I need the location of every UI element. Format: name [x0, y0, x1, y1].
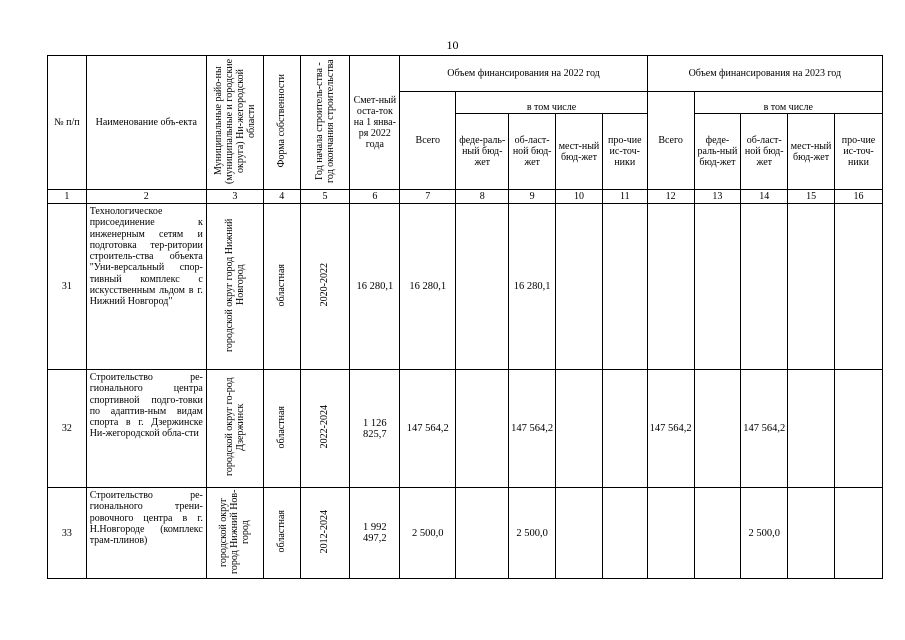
col-number: 12 [647, 190, 694, 204]
local-2023 [788, 488, 835, 579]
header-municipality: Муниципальные райо-ны (муниципальные и городские округа) Ни-жегородской области [206, 56, 263, 190]
other-2022 [602, 488, 647, 579]
header-other-2022: про-чие ис-точ-ники [602, 114, 647, 190]
header-total-2022: Всего [400, 92, 456, 190]
construction-years: 2022-2024 [300, 370, 350, 488]
header-ownership: Форма собственности [263, 56, 300, 190]
total-2022: 2 500,0 [400, 488, 456, 579]
local-2022 [556, 204, 603, 370]
federal-2022 [456, 370, 509, 488]
construction-years: 2020-2022 [300, 204, 350, 370]
header-name: Наименование объ-екта [86, 56, 206, 190]
col-number: 15 [788, 190, 835, 204]
regional-2022: 2 500,0 [509, 488, 556, 579]
header-estimate: Смет-ный оста-ток на 1 янва-ря 2022 года [350, 56, 400, 190]
ownership: областная [263, 370, 300, 488]
table-row [48, 204, 883, 370]
object-name: Технологическое присоединение к инженерным сетям и подготовка тер-ритории строитель-ства объекта "Уни-версальный спор-тивный комплекс с искусственным льдом в г. Нижний Новгород" [86, 204, 206, 370]
col-number: 4 [263, 190, 300, 204]
total-2022: 147 564,2 [400, 370, 456, 488]
header-federal-2022: феде-раль-ный бюд-жет [456, 114, 509, 190]
construction-years: 2012-2024 [300, 488, 350, 579]
header-no: № п/п [48, 56, 87, 190]
header-fin-2023: Объем финансирования на 2023 год [647, 56, 882, 92]
col-number: 14 [741, 190, 788, 204]
municipality: городской округ го-род Дзержинск [206, 370, 263, 488]
header-years: Год начала строитель-ства - год окончания строительства [300, 56, 350, 190]
col-number: 3 [206, 190, 263, 204]
regional-2023: 147 564,2 [741, 370, 788, 488]
federal-2023 [694, 370, 741, 488]
header-including-2022: в том числе [456, 92, 647, 114]
estimate-remainder: 1 126 825,7 [350, 370, 400, 488]
col-number: 1 [48, 190, 87, 204]
federal-2022 [456, 204, 509, 370]
header-including-2023: в том числе [694, 92, 882, 114]
other-2022 [602, 370, 647, 488]
column-numbers-row [48, 190, 883, 204]
col-number: 11 [602, 190, 647, 204]
municipality: городской округ город Нижний Нов-город [206, 488, 263, 579]
object-name: Строительство ре-гионального центра спортивной подго-товки по адаптив-ным видам спорта в г. Дзержинске Ни-жегородской обла-сти [86, 370, 206, 488]
row-no: 33 [48, 488, 87, 579]
local-2023 [788, 370, 835, 488]
header-federal-2023: феде-раль-ный бюд-жет [694, 114, 741, 190]
page-number: 10 [446, 38, 459, 52]
header-other-2023: про-чие ис-точ-ники [835, 114, 883, 190]
regional-2022: 147 564,2 [509, 370, 556, 488]
regional-2023: 2 500,0 [741, 488, 788, 579]
row-no: 31 [48, 204, 87, 370]
other-2023 [835, 204, 883, 370]
regional-2022: 16 280,1 [509, 204, 556, 370]
financing-table [47, 55, 883, 579]
ownership: областная [263, 204, 300, 370]
local-2023 [788, 204, 835, 370]
header-fin-2022: Объем финансирования на 2022 год [400, 56, 647, 92]
col-number: 5 [300, 190, 350, 204]
local-2022 [556, 370, 603, 488]
other-2023 [835, 488, 883, 579]
total-2023 [647, 488, 694, 579]
total-2023: 147 564,2 [647, 370, 694, 488]
other-2023 [835, 370, 883, 488]
col-number: 9 [509, 190, 556, 204]
municipality: городской округ город Нижний Новгород [206, 204, 263, 370]
col-number: 10 [556, 190, 603, 204]
col-number: 2 [86, 190, 206, 204]
total-2023 [647, 204, 694, 370]
federal-2023 [694, 204, 741, 370]
ownership: областная [263, 488, 300, 579]
col-number: 16 [835, 190, 883, 204]
table-row [48, 370, 883, 488]
col-number: 13 [694, 190, 741, 204]
header-regional-2022: об-ласт-ной бюд-жет [509, 114, 556, 190]
federal-2023 [694, 488, 741, 579]
header-regional-2023: об-ласт-ной бюд-жет [741, 114, 788, 190]
total-2022: 16 280,1 [400, 204, 456, 370]
estimate-remainder: 1 992 497,2 [350, 488, 400, 579]
col-number: 8 [456, 190, 509, 204]
estimate-remainder: 16 280,1 [350, 204, 400, 370]
header-local-2022: мест-ный бюд-жет [556, 114, 603, 190]
object-name: Строительство ре-гионального трени-ровочного центра в г. Н.Новгороде (комплекс трам-плинов) [86, 488, 206, 579]
header-local-2023: мест-ный бюд-жет [788, 114, 835, 190]
regional-2023 [741, 204, 788, 370]
header-total-2023: Всего [647, 92, 694, 190]
col-number: 6 [350, 190, 400, 204]
col-number: 7 [400, 190, 456, 204]
local-2022 [556, 488, 603, 579]
other-2022 [602, 204, 647, 370]
table-row [48, 488, 883, 579]
federal-2022 [456, 488, 509, 579]
row-no: 32 [48, 370, 87, 488]
